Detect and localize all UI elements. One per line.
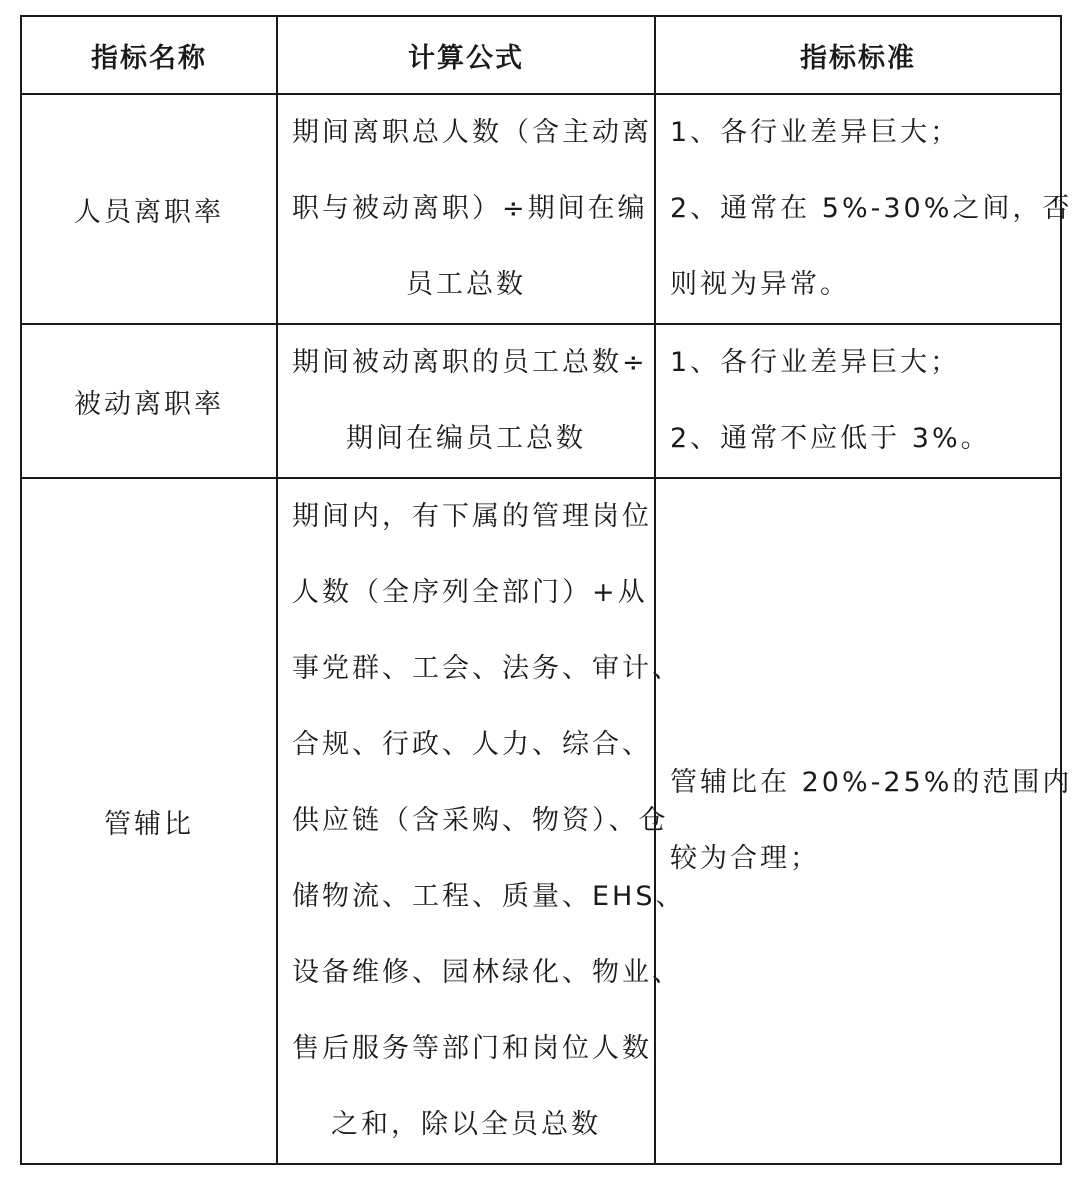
formula-line: 供应链（含采购、物资）、仓 <box>292 805 669 836</box>
formula-line: 期间内，有下属的管理岗位 <box>292 501 652 532</box>
table-header-row <box>21 16 1061 94</box>
formula-line: 设备维修、园林绿化、物业、 <box>292 957 682 988</box>
standard-line: 2、通常在 5%-30%之间，否 <box>670 193 1073 224</box>
formula-line: 之和，除以全员总数 <box>331 1109 601 1140</box>
formula-line: 期间在编员工总数 <box>346 423 586 454</box>
formula-line: 人数（全序列全部门）+从 <box>292 577 648 608</box>
formula-line: 售后服务等部门和岗位人数 <box>292 1033 652 1064</box>
formula-line: 储物流、工程、质量、EHS、 <box>292 881 686 912</box>
table-row <box>21 94 1061 324</box>
formula-cell <box>277 94 655 324</box>
indicator-name-cell: 管辅比 <box>21 478 277 1164</box>
standard-line: 则视为异常。 <box>670 269 850 300</box>
header-indicator-name: 指标名称 <box>21 16 277 94</box>
header-standard: 指标标准 <box>655 16 1061 94</box>
formula-line: 员工总数 <box>406 269 526 300</box>
formula-line: 期间离职总人数（含主动离 <box>292 117 652 148</box>
standard-cell <box>655 478 1073 1164</box>
header-formula: 计算公式 <box>277 16 655 94</box>
formula-line: 事党群、工会、法务、审计、 <box>292 653 682 684</box>
formula-cell <box>277 478 686 1164</box>
standard-line: 2、通常不应低于 3%。 <box>670 423 991 454</box>
standard-cell <box>655 324 1061 478</box>
formula-line: 职与被动离职）÷期间在编 <box>292 193 648 224</box>
metrics-table <box>20 15 1073 1165</box>
standard-line: 较为合理； <box>670 843 820 874</box>
standard-line: 1、各行业差异巨大； <box>670 117 961 148</box>
standard-line: 1、各行业差异巨大； <box>670 347 961 378</box>
table-row <box>21 478 1061 1164</box>
formula-line: 合规、行政、人力、综合、 <box>292 729 652 760</box>
standard-cell <box>655 94 1073 324</box>
indicator-name-cell: 人员离职率 <box>21 94 277 324</box>
standard-line: 管辅比在 20%-25%的范围内 <box>670 767 1073 798</box>
table-row <box>21 324 1061 478</box>
indicator-name-cell: 被动离职率 <box>21 324 277 478</box>
formula-cell <box>277 324 655 478</box>
formula-line: 期间被动离职的员工总数÷ <box>292 347 648 378</box>
